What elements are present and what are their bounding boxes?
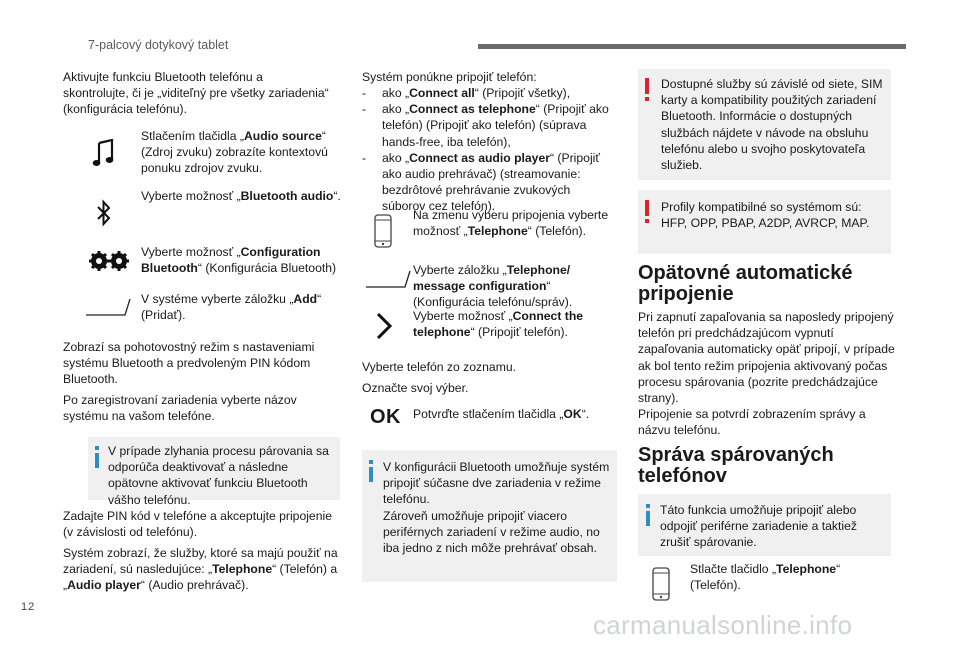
col3-warning-2 bbox=[638, 190, 891, 254]
col1-step2: Vyberte možnosť „Bluetooth audio“. bbox=[141, 189, 341, 203]
watermark: carmanualsonline.info bbox=[593, 610, 853, 640]
col3-info-text: Táto funkcia umožňuje pripojiť alebo odpojiť periférne zariadenie a taktiež zrušiť spárovanie. bbox=[660, 503, 857, 550]
warning-icon bbox=[643, 200, 651, 229]
col3-para1: Pri zapnutí zapaľovania sa naposledy pripojený telefón pri predchádzajúcom vypnutí zapaľovania automaticky opäť pripojí, v prípade ak bol tento režim pripojenia aktivovaný počas procesu spárovania (pozrite predchádzajúce strany). bbox=[638, 310, 895, 406]
col1-step4: V systéme vyberte záložku „Add“ (Pridať). bbox=[141, 292, 322, 323]
col3-step1: Stlačte tlačidlo „Telephone“ (Telefón). bbox=[690, 562, 841, 593]
col3-warning-1-text: Dostupné služby sú závislé od siete, SIM karty a kompatibility použitých zariadení Bluetooth. Informácie o dostupných službách nájdete v návode na obsluhu telefónu alebo u svojho poskytovateľa služieb. bbox=[661, 77, 883, 173]
tab-icon bbox=[84, 296, 132, 318]
ok-icon: OK bbox=[370, 406, 401, 428]
col1-intro: Aktivujte funkciu Bluetooth telefónu a skontrolujte, či je „viditeľný pre všetky zariadenia“ (konfigurácia telefónu). bbox=[63, 70, 329, 117]
col2-step4: Potvrďte stlačením tlačidla „OK“. bbox=[413, 407, 590, 421]
info-icon bbox=[366, 460, 376, 487]
col1-para2: Po zaregistrovaní zariadenia vyberte názov systému na vašom telefóne. bbox=[63, 393, 297, 424]
col1-para3: Zadajte PIN kód v telefóne a akceptujte pripojenie (v závislosti od telefónu). bbox=[63, 509, 332, 540]
header-divider bbox=[478, 44, 906, 49]
col2-step1: Na zmenu výberu pripojenia vyberte možnosť „Telephone“ (Telefón). bbox=[413, 208, 609, 239]
col1-step3: Vyberte možnosť „Configuration Bluetooth“ (Konfigurácia Bluetooth) bbox=[141, 245, 337, 276]
info-icon bbox=[92, 446, 102, 473]
col3-warning-2-text: Profily kompatibilné so systémom sú: HFP, OPP, PBAP, A2DP, AVRCP, MAP. bbox=[661, 200, 870, 231]
bluetooth-icon bbox=[92, 197, 116, 229]
chevron-right-icon bbox=[372, 311, 396, 341]
col2-info-text: V konfigurácii Bluetooth umožňuje systém pripojiť súčasne dve zariadenia v režime telefónu. Zároveň umožňuje pripojiť viacero periférnych zariadení v režime audio, no iba jedno z nich môže prehrávať obsah. bbox=[383, 460, 610, 556]
phone-icon bbox=[650, 566, 672, 602]
col2-para2: Označte svoj výber. bbox=[362, 381, 469, 395]
col1-step1: Stlačením tlačidla „Audio source“ (Zdroj zvuku) zobrazíte kontextovú ponuku zdrojov zvuku. bbox=[141, 129, 328, 176]
header-title: 7-palcový dotykový tablet bbox=[88, 38, 229, 52]
col2-step3: Vyberte možnosť „Connect the telephone“ (Pripojiť telefón). bbox=[413, 309, 584, 340]
heading-auto-reconnect: Opätovné automatické pripojenie bbox=[638, 262, 853, 305]
col1-para1: Zobrazí sa pohotovostný režim s nastaveniami systému Bluetooth a predvoleným PIN kódom Bluetooth. bbox=[63, 340, 315, 387]
list-item: - ako „Connect as audio player“ (Pripojiť ako audio prehrávač) (streamovanie: bezdrôtové prehrávanie zvukových súborov cez telefón). bbox=[362, 150, 600, 214]
col3-info-note bbox=[638, 494, 891, 556]
col2-intro: Systém ponúkne pripojiť telefón: bbox=[362, 70, 537, 84]
list-item: - ako „Connect all“ (Pripojiť všetky), bbox=[362, 86, 571, 100]
col2-step2: Vyberte záložku „Telephone/ message configuration“ (Konfigurácia telefónu/správ). bbox=[413, 263, 573, 310]
col1-info-text: V prípade zlyhania procesu párovania sa odporúča deaktivovať a následne opätovne aktivovať funkciu Bluetooth vášho telefónu. bbox=[108, 444, 329, 507]
col2-info-note bbox=[362, 450, 617, 582]
list-item: - ako „Connect as telephone“ (Pripojiť ako telefón) (Pripojiť ako telefón) (súprava hands-free, iba telefón), bbox=[362, 102, 609, 149]
heading-paired-phones: Správa spárovaných telefónov bbox=[638, 444, 834, 487]
col3-para2: Pripojenie sa potvrdí zobrazením správy a názvu telefónu. bbox=[638, 407, 866, 438]
col1-para4: Systém zobrazí, že služby, ktoré sa majú použiť na zariadení, sú nasledujúce: „Telephone“ (Telefón) a „Audio player“ (Audio prehrávač). bbox=[63, 546, 338, 593]
info-icon bbox=[643, 504, 653, 531]
page-number: 12 bbox=[21, 601, 36, 613]
col2-para1: Vyberte telefón zo zoznamu. bbox=[362, 360, 517, 374]
col2-bullet-list bbox=[362, 85, 612, 215]
warning-icon bbox=[643, 78, 651, 107]
col3-warning-1 bbox=[638, 69, 891, 180]
col1-info-note bbox=[88, 437, 340, 507]
music-note-icon bbox=[88, 136, 118, 170]
tab-icon bbox=[364, 268, 412, 290]
phone-icon bbox=[372, 213, 394, 249]
gears-icon bbox=[88, 247, 130, 275]
